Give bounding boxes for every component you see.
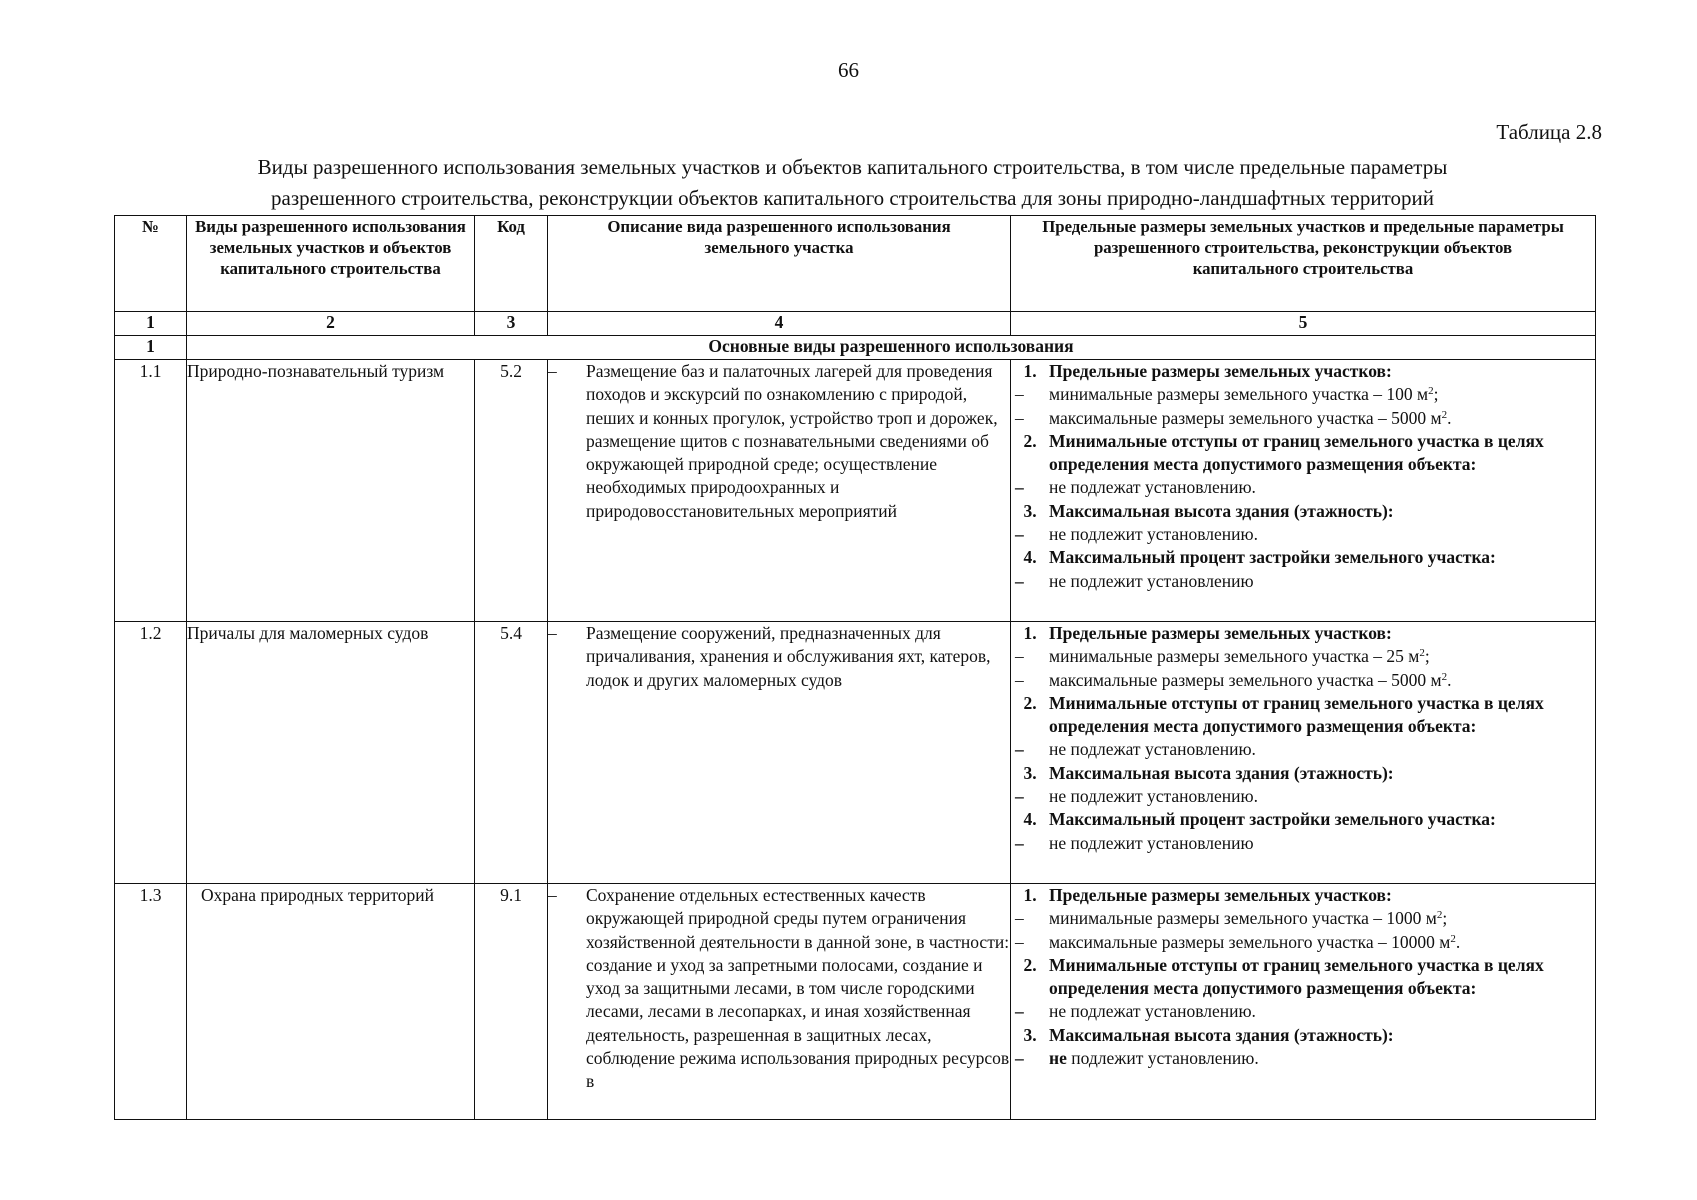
param-value: максимальные размеры земельного участка – 10000 $м^2$.	[1049, 931, 1461, 952]
parameters	[1011, 622, 1596, 884]
param-heading: Минимальные отступы от границ земельного участка в целях определения места допустимого размещения объекта:	[1049, 954, 1544, 999]
param-heading: Минимальные отступы от границ земельного участка в целях определения места допустимого размещения объекта:	[1049, 430, 1544, 475]
dash-marker: –	[1015, 524, 1024, 545]
dash-marker: –	[1015, 832, 1024, 853]
item-number: 3.	[1023, 500, 1037, 521]
dash-marker: –	[548, 623, 557, 643]
column-number: 4	[548, 312, 1011, 336]
item-number: 2.	[1023, 954, 1037, 975]
use-code: 5.4	[475, 622, 548, 884]
param-heading: Предельные размеры земельных участков:	[1049, 361, 1392, 381]
use-code: 9.1	[475, 884, 548, 1120]
header-desc: Описание вида разрешенного использования земельного участка	[548, 216, 1011, 312]
dash-marker: –	[1015, 646, 1024, 667]
parameters	[1011, 884, 1596, 1120]
dash-marker: –	[1015, 908, 1024, 929]
use-type-name: Природно-познавательный туризм	[187, 360, 475, 622]
dash-marker: –	[1015, 407, 1024, 428]
dash-marker: –	[1015, 786, 1024, 807]
dash-marker: –	[1015, 669, 1024, 690]
item-number: 3.	[1023, 762, 1037, 783]
item-number: 1.	[1023, 885, 1037, 905]
row-number: 1.3	[115, 884, 187, 1120]
header-name: Виды разрешенного использования земельных участков и объектов капитального строительства	[187, 216, 475, 312]
param-value: минимальные размеры земельного участка – 25 $м^2$;	[1049, 646, 1430, 667]
header-row	[115, 216, 1596, 312]
column-number-row	[115, 312, 1596, 336]
item-number: 1.	[1023, 623, 1037, 643]
parameters	[1011, 360, 1596, 622]
param-value: не подлежит установлению.	[1049, 786, 1258, 807]
use-type-name: Причалы для маломерных судов	[187, 622, 475, 884]
param-value: максимальные размеры земельного участка – 5000 $м^2$.	[1049, 669, 1452, 690]
description-text: Размещение сооружений, предназначенных для причаливания, хранения и обслуживания яхт, катеров, лодок и других маломерных судов	[586, 623, 991, 690]
dash-marker: –	[1015, 384, 1024, 405]
table-row	[115, 622, 1596, 884]
use-type-name: Охрана природных территорий	[187, 884, 475, 1120]
dash-marker: –	[548, 885, 557, 905]
dash-marker: –	[1015, 739, 1024, 760]
param-value: не подлежит установлению	[1049, 570, 1254, 591]
param-value: минимальные размеры земельного участка – 1000 $м^2$;	[1049, 908, 1448, 929]
column-number: 5	[1011, 312, 1596, 336]
table-row	[115, 884, 1596, 1120]
section-title: Основные виды разрешенного использования	[187, 336, 1596, 360]
dash-marker: –	[1015, 477, 1024, 498]
caption-line-2: разрешенного строительства, реконструкции объектов капитального строительства для зоны природно-ландшафтных территорий	[271, 186, 1434, 210]
dash-marker: –	[1015, 1048, 1024, 1069]
param-value: минимальные размеры земельного участка – 100 $м^2$;	[1049, 384, 1439, 405]
item-number: 3.	[1023, 1024, 1037, 1045]
item-number: 4.	[1023, 547, 1037, 568]
use-description	[548, 884, 1011, 1120]
row-number: 1.1	[115, 360, 187, 622]
param-value: не подлежат установлению.	[1049, 477, 1256, 498]
table-row	[115, 360, 1596, 622]
param-heading: Предельные размеры земельных участков:	[1049, 885, 1392, 905]
section-row	[115, 336, 1596, 360]
dash-marker: –	[1015, 1001, 1024, 1022]
dash-marker: –	[548, 361, 557, 381]
dash-marker: –	[1015, 570, 1024, 591]
param-heading: Минимальные отступы от границ земельного участка в целях определения места допустимого размещения объекта:	[1049, 692, 1544, 737]
table-label: Таблица 2.8	[1496, 120, 1602, 144]
column-number: 3	[475, 312, 548, 336]
header-num: №	[115, 216, 187, 312]
column-number: 1	[115, 312, 187, 336]
column-number: 2	[187, 312, 475, 336]
table-caption	[110, 152, 1595, 214]
param-heading: Максимальный процент застройки земельного участка:	[1049, 809, 1496, 830]
item-number: 1.	[1023, 361, 1037, 381]
section-num: 1	[115, 336, 187, 360]
row-number: 1.2	[115, 622, 187, 884]
header-params: Предельные размеры земельных участков и предельные параметры разрешенного строительства, реконструкции объектов капитального строительства	[1011, 216, 1596, 312]
item-number: 2.	[1023, 692, 1037, 713]
param-value: не подлежит установлению	[1049, 832, 1254, 853]
param-heading: Максимальная высота здания (этажность):	[1049, 762, 1394, 783]
param-heading: Предельные размеры земельных участков:	[1049, 623, 1392, 643]
param-value: не подлежат установлению.	[1049, 739, 1256, 760]
use-description	[548, 622, 1011, 884]
page-number: 66	[838, 58, 859, 82]
land-use-table	[114, 215, 1596, 1120]
param-value: не подлежит установлению.	[1049, 1048, 1259, 1069]
dash-marker: –	[1015, 931, 1024, 952]
param-heading: Максимальная высота здания (этажность):	[1049, 500, 1394, 521]
use-code: 5.2	[475, 360, 548, 622]
description-text: Размещение баз и палаточных лагерей для проведения походов и экскурсий по ознакомлению с природой, пеших и конных прогулок, устройство троп и дорожек, размещение щитов с познавательными сведениями об окружающей природной среде; осуществление необходимых природоохранных и природовосстановительных мероприятий	[586, 361, 998, 521]
item-number: 2.	[1023, 430, 1037, 451]
use-description	[548, 360, 1011, 622]
caption-line-1: Виды разрешенного использования земельных участков и объектов капитального строительства, в том числе предельные параметры	[257, 155, 1448, 179]
param-value: не подлежит установлению.	[1049, 524, 1258, 545]
header-code: Код	[475, 216, 548, 312]
param-heading: Максимальная высота здания (этажность):	[1049, 1024, 1394, 1045]
param-value: максимальные размеры земельного участка – 5000 $м^2$.	[1049, 407, 1452, 428]
description-text: Сохранение отдельных естественных качеств окружающей природной среды путем ограничения хозяйственной деятельности в данной зоне, в частности: создание и уход за запретными полосами, создание и уход за защитными лесами, в том числе городскими лесами, лесами в лесопарках, и иная хозяйственная деятельность, разрешенная в защитных лесах, соблюдение режима использования природных ресурсов в	[586, 885, 1010, 1092]
param-heading: Максимальный процент застройки земельного участка:	[1049, 547, 1496, 568]
param-value: не подлежат установлению.	[1049, 1001, 1256, 1022]
item-number: 4.	[1023, 809, 1037, 830]
